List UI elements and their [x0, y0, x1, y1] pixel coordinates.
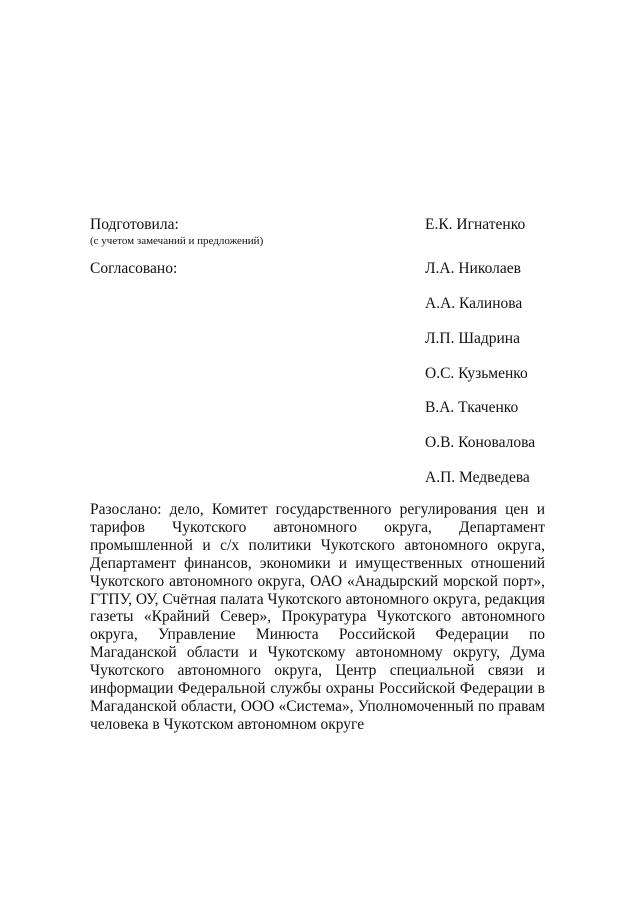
- agreed-name: О.С. Кузьменко: [425, 365, 528, 382]
- agreed-name: А.П. Медведева: [425, 469, 530, 486]
- agreed-name: Л.А. Николаев: [425, 260, 521, 277]
- agreed-name: О.В. Коновалова: [425, 434, 536, 451]
- distribution-list: Разослано: дело, Комитет государственного регулирования цен и тарифов Чукотского автономного округа, Департамент промышленной и с/х политики Чукотского автономного округа, Департамент финансов, экономики и имущественных отношений Чукотского автономного округа, ОАО «Анадырский морской порт», ГТПУ, ОУ, Счётная палата Чукотского автономного округа, редакция газеты «Крайний Север», Прокуратура Чукотского автономного округа, Управление Минюста Российской Федерации по Магаданской области и Чукотскому автономному округу, Дума Чукотского автономного округа, Центр специальной связи и информации Федеральной службы охраны Российской Федерации в Магаданской области, ООО «Система», Уполномоченный по правам человека в Чукотском автономном округе: [90, 501, 545, 733]
- prepared-label: Подготовила:: [90, 216, 179, 233]
- agreed-name: А.А. Калинова: [425, 295, 523, 312]
- prepared-note: (с учетом замечаний и предложений): [90, 235, 264, 247]
- agreed-name: Л.П. Шадрина: [425, 330, 520, 347]
- agreed-label: Согласовано:: [90, 260, 178, 277]
- agreed-name: В.А. Ткаченко: [425, 399, 519, 416]
- prepared-name: Е.К. Игнатенко: [425, 216, 526, 233]
